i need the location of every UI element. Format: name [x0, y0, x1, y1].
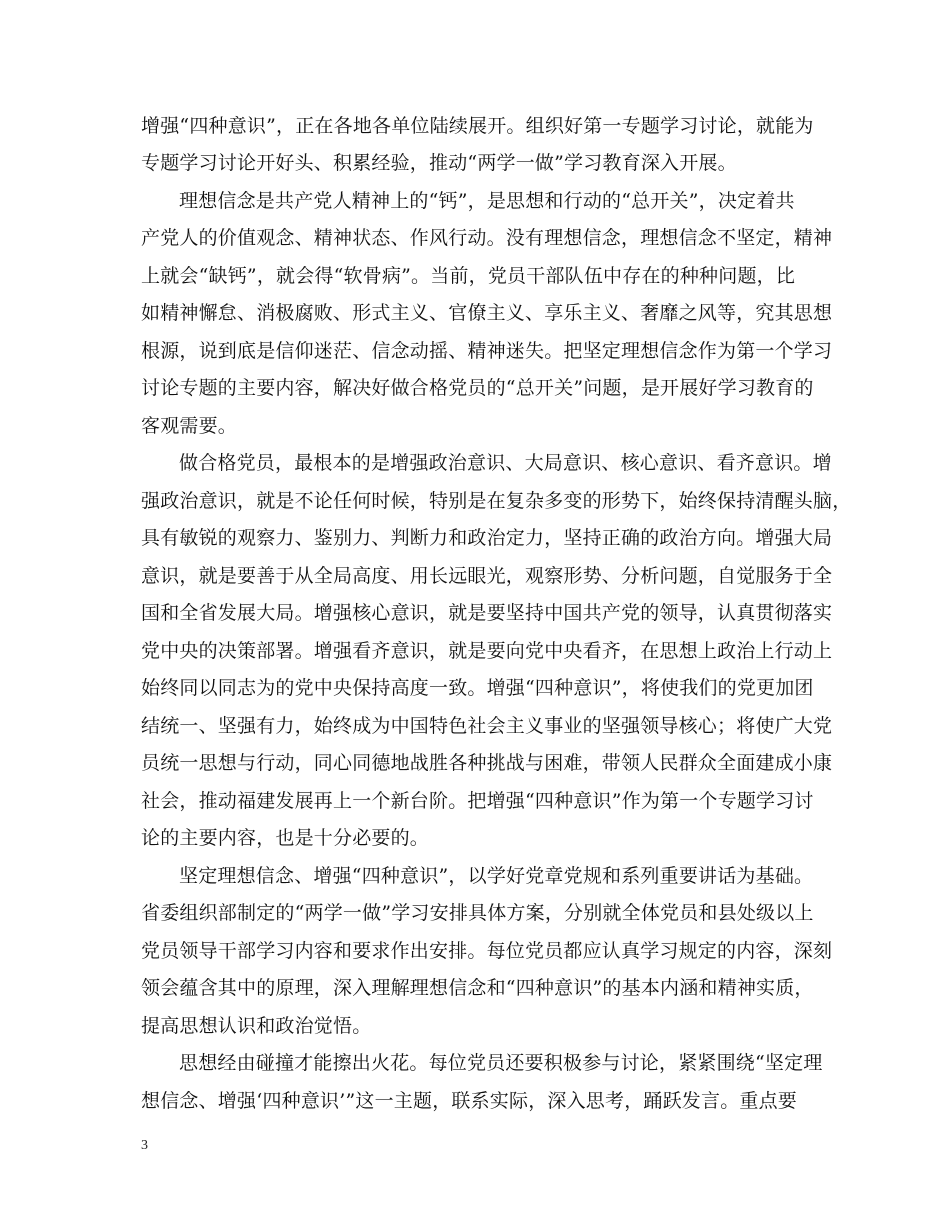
- text-line: 党中央的决策部署。增强看齐意识，就是要向党中央看齐，在思想上政治上行动上: [141, 640, 833, 662]
- text-line: 产党人的价值观念、精神状态、作风行动。没有理想信念，理想信念不坚定，精神: [141, 227, 833, 249]
- text-line: 国和全省发展大局。增强核心意识，就是要坚持中国共产党的领导，认真贯彻落实: [141, 602, 833, 624]
- text-line: 具有敏锐的观察力、鉴别力、判断力和政治定力，坚持正确的政治方向。增强大局: [141, 527, 833, 549]
- text-line: 始终同以同志为的党中央保持高度一致。增强“四种意识”，将使我们的党更加团: [141, 677, 814, 699]
- text-line: 想信念、增强‘四种意识’”这一主题，联系实际，深入思考，踊跃发言。重点要: [141, 1090, 797, 1112]
- text-line: 坚定理想信念、增强“四种意识”，以学好党章党规和系列重要讲话为基础。: [179, 865, 814, 887]
- text-line: 上就会“缺钙”，就会得“软骨病”。当前，党员干部队伍中存在的种种问题，比: [141, 265, 796, 287]
- text-line: 做合格党员，最根本的是增强政治意识、大局意识、核心意识、看齐意识。增: [179, 452, 832, 474]
- text-line: 思想经由碰撞才能擦出火花。每位党员还要积极参与讨论，紧紧围绕“坚定理: [179, 1052, 823, 1074]
- text-line: 客观需要。: [141, 415, 238, 437]
- text-line: 讨论专题的主要内容，解决好做合格党员的“总开关”问题，是开展好学习教育的: [141, 377, 814, 399]
- text-line: 根源，说到底是信仰迷茫、信念动摇、精神迷失。把坚定理想信念作为第一个学习: [141, 340, 833, 362]
- text-line: 省委组织部制定的“两学一做”学习安排具体方案，分别就全体党员和县处级以上: [141, 902, 814, 924]
- text-line: 强政治意识，就是不论任何时候，特别是在复杂多变的形势下，始终保持清醒头脑，: [141, 490, 852, 512]
- text-line: 结统一、坚强有力，始终成为中国特色社会主义事业的坚强领导核心；将使广大党: [141, 715, 833, 737]
- text-line: 增强“四种意识”，正在各地各单位陆续展开。组织好第一专题学习讨论，就能为: [141, 115, 814, 137]
- page-number: 3: [141, 1138, 148, 1153]
- text-line: 领会蕴含其中的原理，深入理解理想信念和“四种意识”的基本内涵和精神实质，: [141, 977, 814, 999]
- text-line: 提高思想认识和政治觉悟。: [141, 1015, 372, 1037]
- text-line: 社会，推动福建发展再上一个新台阶。把增强“四种意识”作为第一个专题学习讨: [141, 790, 814, 812]
- text-line: 论的主要内容，也是十分必要的。: [141, 827, 430, 849]
- text-line: 意识，就是要善于从全局高度、用长远眼光，观察形势、分析问题，自觉服务于全: [141, 565, 833, 587]
- text-line: 理想信念是共产党人精神上的“钙”，是思想和行动的“总开关”，决定着共: [179, 190, 795, 212]
- text-line: 如精神懈怠、消极腐败、形式主义、官僚主义、享乐主义、奢靡之风等，究其思想: [141, 302, 833, 324]
- text-line: 员统一思想与行动，同心同德地战胜各种挑战与困难，带领人民群众全面建成小康: [141, 752, 833, 774]
- text-line: 党员领导干部学习内容和要求作出安排。每位党员都应认真学习规定的内容，深刻: [141, 940, 833, 962]
- text-line: 专题学习讨论开好头、积累经验，推动“两学一做”学习教育深入开展。: [141, 152, 737, 174]
